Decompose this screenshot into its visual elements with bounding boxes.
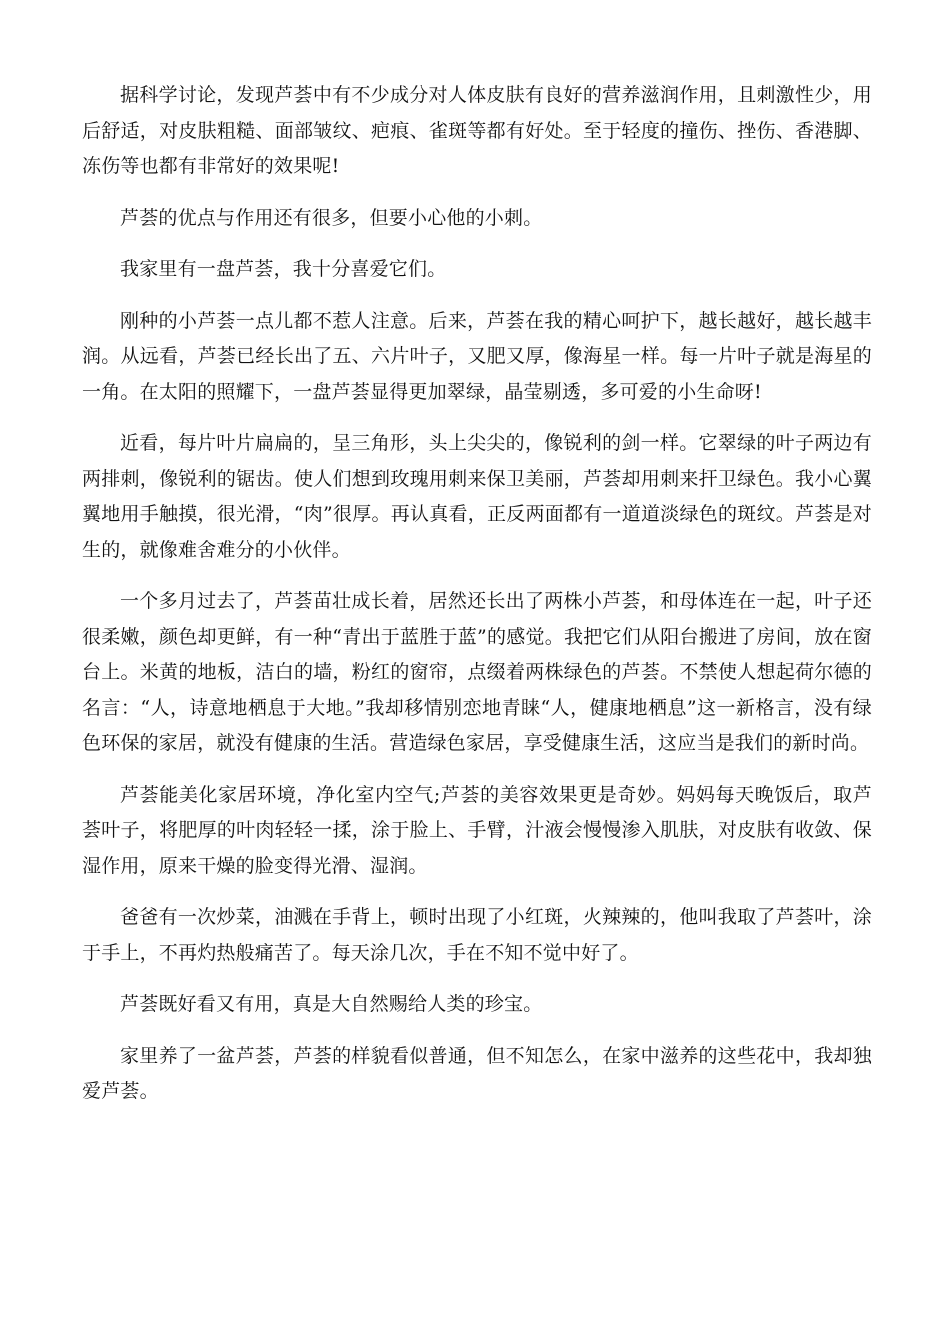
paragraph: 家里养了一盆芦荟，芦荟的样貌看似普通，但不知怎么，在家中滋养的这些花中，我却独爱芦荟。 bbox=[82, 1044, 872, 1102]
paragraph: 近看，每片叶片扁扁的，呈三角形，头上尖尖的，像锐利的剑一样。它翠绿的叶子两边有两排刺，像锐利的锯齿。使人们想到玫瑰用刺来保卫美丽，芦荟却用刺来扞卫绿色。我小心翼翼地用手触摸，很光滑，“肉”很厚。再认真看，正反两面都有一道道淡绿色的斑纹。芦荟是对生的，就像难舍难分的小伙伴。 bbox=[82, 432, 872, 561]
paragraph: 一个多月过去了，芦荟苗壮成长着，居然还长出了两株小芦荟，和母体连在一起，叶子还很柔嫩，颜色却更鲜，有一种“青出于蓝胜于蓝”的感觉。我把它们从阳台搬进了房间，放在窗台上。米黄的地板，洁白的墙，粉红的窗帘，点缀着两株绿色的芦荟。不禁使人想起荷尔德的名言：“人，诗意地栖息于大地。”我却移情别恋地青睐“人，健康地栖息”这一新格言，没有绿色环保的家居，就没有健康的生活。营造绿色家居，享受健康生活，这应当是我们的新时尚。 bbox=[82, 590, 872, 754]
document-body bbox=[82, 78, 872, 1126]
paragraph: 芦荟能美化家居环境，净化室内空气;芦荟的美容效果更是奇妙。妈妈每天晚饭后，取芦荟叶子，将肥厚的叶肉轻轻一揉，涂于脸上、手臂，汁液会慢慢渗入肌肤，对皮肤有收敛、保湿作用，原来干燥的脸变得光滑、湿润。 bbox=[82, 783, 872, 877]
paragraph: 据科学讨论，发现芦荟中有不少成分对人体皮肤有良好的营养滋润作用，且刺激性少，用后舒适，对皮肤粗糙、面部皱纹、疤痕、雀斑等都有好处。至于轻度的撞伤、挫伤、香港脚、冻伤等也都有非常好的效果呢! bbox=[82, 84, 872, 177]
paragraph: 爸爸有一次炒菜，油溅在手背上，顿时出现了小红斑，火辣辣的，他叫我取了芦荟叶，涂于手上，不再灼热般痛苦了。每天涂几次，手在不知不觉中好了。 bbox=[82, 906, 872, 964]
paragraph: 我家里有一盘芦荟，我十分喜爱它们。 bbox=[120, 258, 447, 280]
paragraph: 芦荟既好看又有用，真是大自然赐给人类的珍宝。 bbox=[120, 993, 543, 1015]
paragraph: 刚种的小芦荟一点儿都不惹人注意。后来，芦荟在我的精心呵护下，越长越好，越长越丰润。从远看，芦荟已经长出了五、六片叶子，又肥又厚，像海星一样。每一片叶子就是海星的一角。在太阳的照耀下，一盘芦荟显得更加翠绿，晶莹剔透，多可爱的小生命呀! bbox=[82, 309, 872, 403]
paragraph: 芦荟的优点与作用还有很多，但要小心他的小刺。 bbox=[120, 206, 543, 229]
